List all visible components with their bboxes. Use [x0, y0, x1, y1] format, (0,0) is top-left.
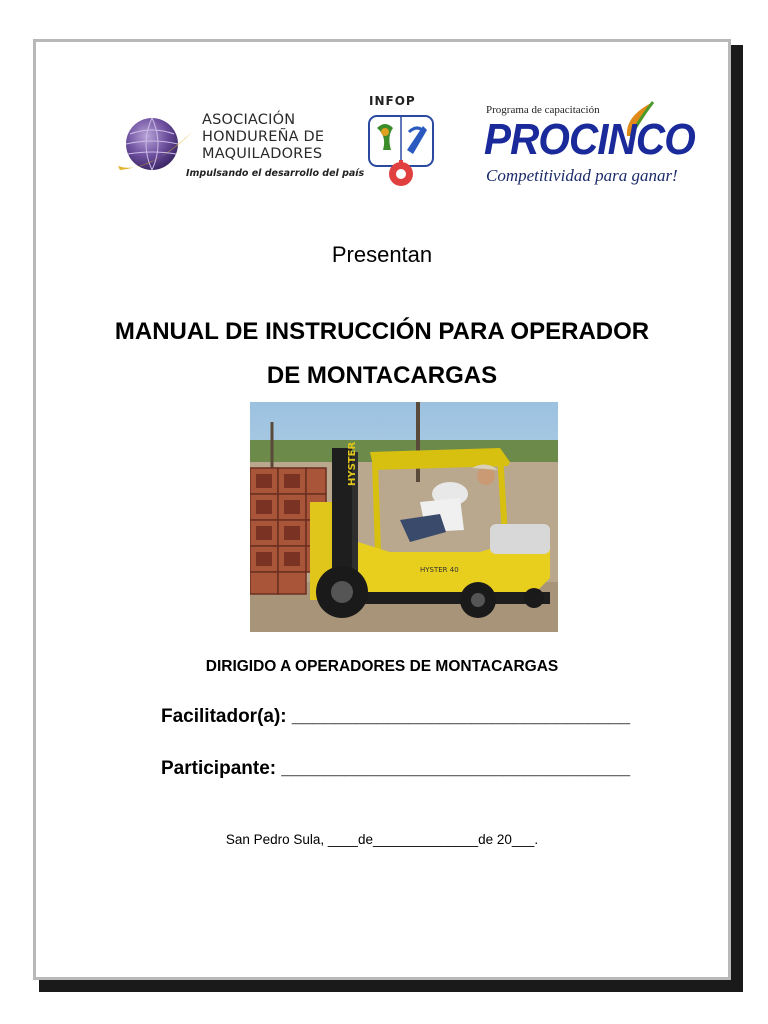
title-line-2: DE MONTACARGAS — [266, 362, 498, 389]
infop-name: INFOP — [369, 94, 416, 108]
title-line-1: MANUAL DE INSTRUCCIÓN PARA OPERADOR — [114, 318, 650, 345]
forklift-image — [250, 402, 558, 632]
procinco-logo — [484, 98, 694, 198]
ahm-line-1: ASOCIACIÓN — [202, 112, 296, 128]
forklift-model: HYSTER 40 — [420, 566, 459, 574]
ahm-tagline: Impulsando el desarrollo del país — [186, 168, 365, 179]
infop-logo — [361, 94, 441, 194]
forklift-brand: HYSTER — [347, 441, 358, 486]
ahm-logo — [116, 112, 365, 192]
place-date-line: San Pedro Sula, ____de______________de 20___. — [225, 832, 539, 847]
document-title — [36, 310, 728, 398]
ahm-name — [202, 112, 324, 163]
procinco-program: Programa de capacitación — [486, 104, 600, 116]
procinco-name: PROCINCO — [484, 115, 695, 164]
participante-field: Participante: _________________________________ — [161, 758, 631, 779]
globe-icon — [116, 114, 196, 184]
procinco-tagline: Competitividad para ganar! — [486, 166, 678, 185]
facilitador-field: Facilitador(a): ________________________________ — [161, 706, 631, 727]
audience-heading: DIRIGIDO A OPERADORES DE MONTACARGAS — [205, 658, 559, 675]
presentan-text: Presentan — [331, 242, 433, 267]
logo-row — [36, 92, 728, 202]
infop-emblem-icon — [361, 110, 441, 192]
ahm-line-3: MAQUILADORES — [202, 146, 323, 162]
ahm-line-2: HONDUREÑA DE — [202, 129, 325, 145]
cover-page — [33, 39, 731, 980]
forklift-photo — [250, 402, 558, 632]
